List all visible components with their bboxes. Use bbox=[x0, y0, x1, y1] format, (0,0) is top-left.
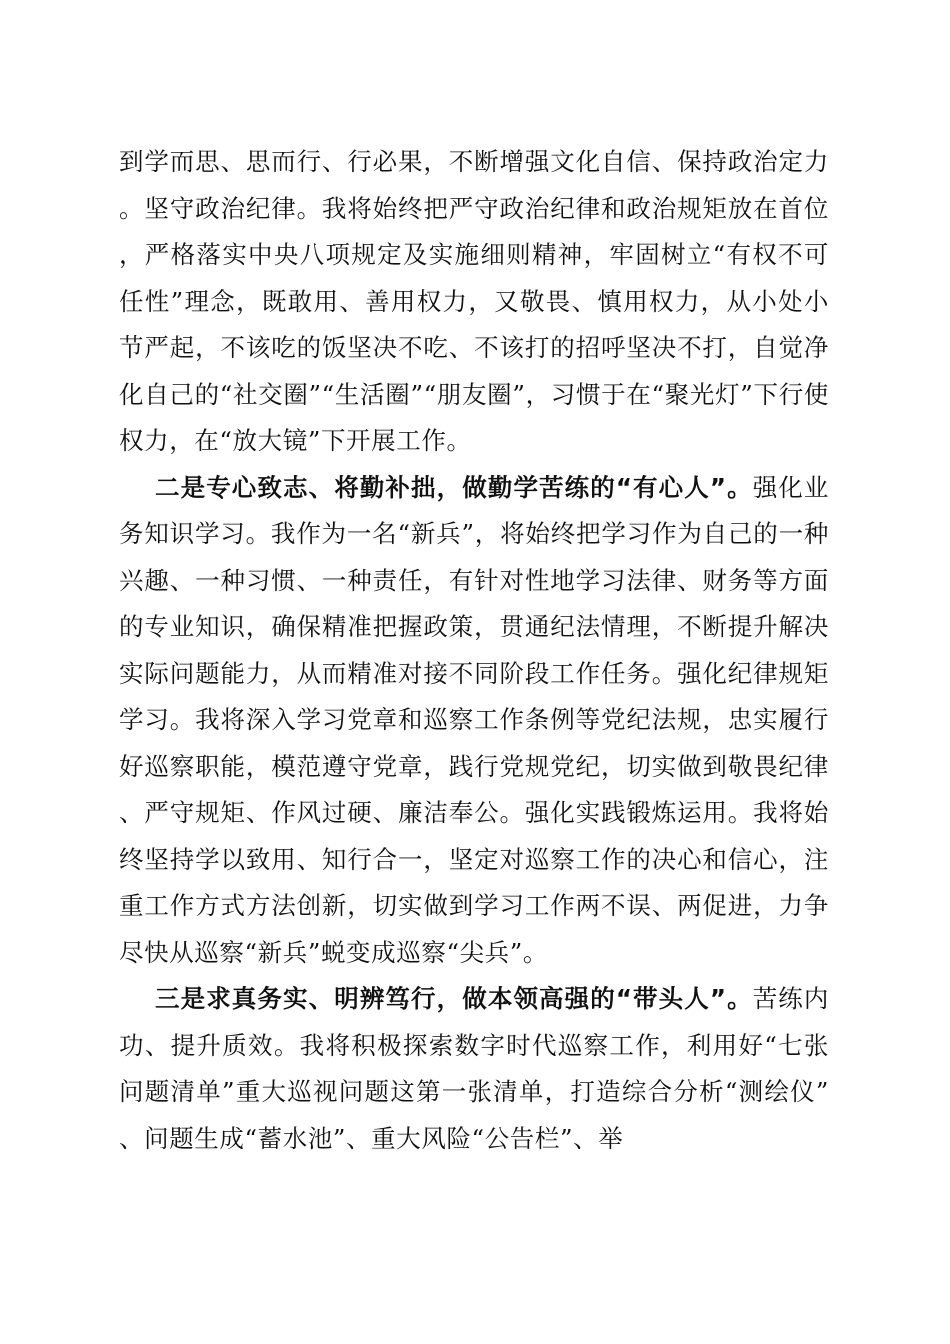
paragraph-text: 到学而思、思而行、行必果，不断增强文化自信、保持政治定力。坚守政治纪律。我将始终把严守政治纪律和政治规矩放在首位，严格落实中央八项规定及实施细则精神，牢固树立“有权不可任性”理念，既敢用、善用权力，又敬畏、慎用权力，从小处小节严起，不该吃的饭坚决不吃、不该打的招呼坚决不打，自觉净化自己的“社交圈”“生活圈”“朋友圈”，习惯于在“聚光灯”下行使权力，在“放大镜”下开展工作。 bbox=[119, 147, 829, 455]
paragraph-lead: 二是专心致志、将勤补拙，做勤学苦练的“有心人”。 bbox=[155, 472, 753, 502]
paragraph-two bbox=[119, 465, 829, 977]
document-body bbox=[119, 139, 829, 1162]
paragraph-lead: 三是求真务实、明辨笃行，做本领高强的“带头人”。 bbox=[155, 984, 753, 1013]
paragraph-text: 强化业务知识学习。我作为一名“新兵”，将始终把学习作为自己的一种兴趣、一种习惯、一种责任，有针对性地学习法律、财务等方面的专业知识，确保精准把握政策，贯通纪法情理，不断提升解决实际问题能力，从而精准对接不同阶段工作任务。强化纪律规矩学习。我将深入学习党章和巡察工作条例等党纪法规，忠实履行好巡察职能，模范遵守党章，践行党规党纪，切实做到敬畏纪律、严守规矩、作风过硬、廉洁奉公。强化实践锻炼运用。我将始终坚持学以致用、知行合一，坚定对巡察工作的决心和信心，注重工作方式方法创新，切实做到学习工作两不误、两促进，力争尽快从巡察“新兵”蜕变成巡察“尖兵”。 bbox=[119, 472, 829, 967]
paragraph-text: 苦练内功、提升质效。我将积极探索数字时代巡察工作，利用好“七张问题清单”重大巡视问题这第一张清单，打造综合分析“测绘仪”、问题生成“蓄水池”、重大风险“公告栏”、举 bbox=[119, 984, 829, 1153]
paragraph-continuation bbox=[119, 139, 829, 465]
paragraph-three bbox=[119, 976, 829, 1162]
